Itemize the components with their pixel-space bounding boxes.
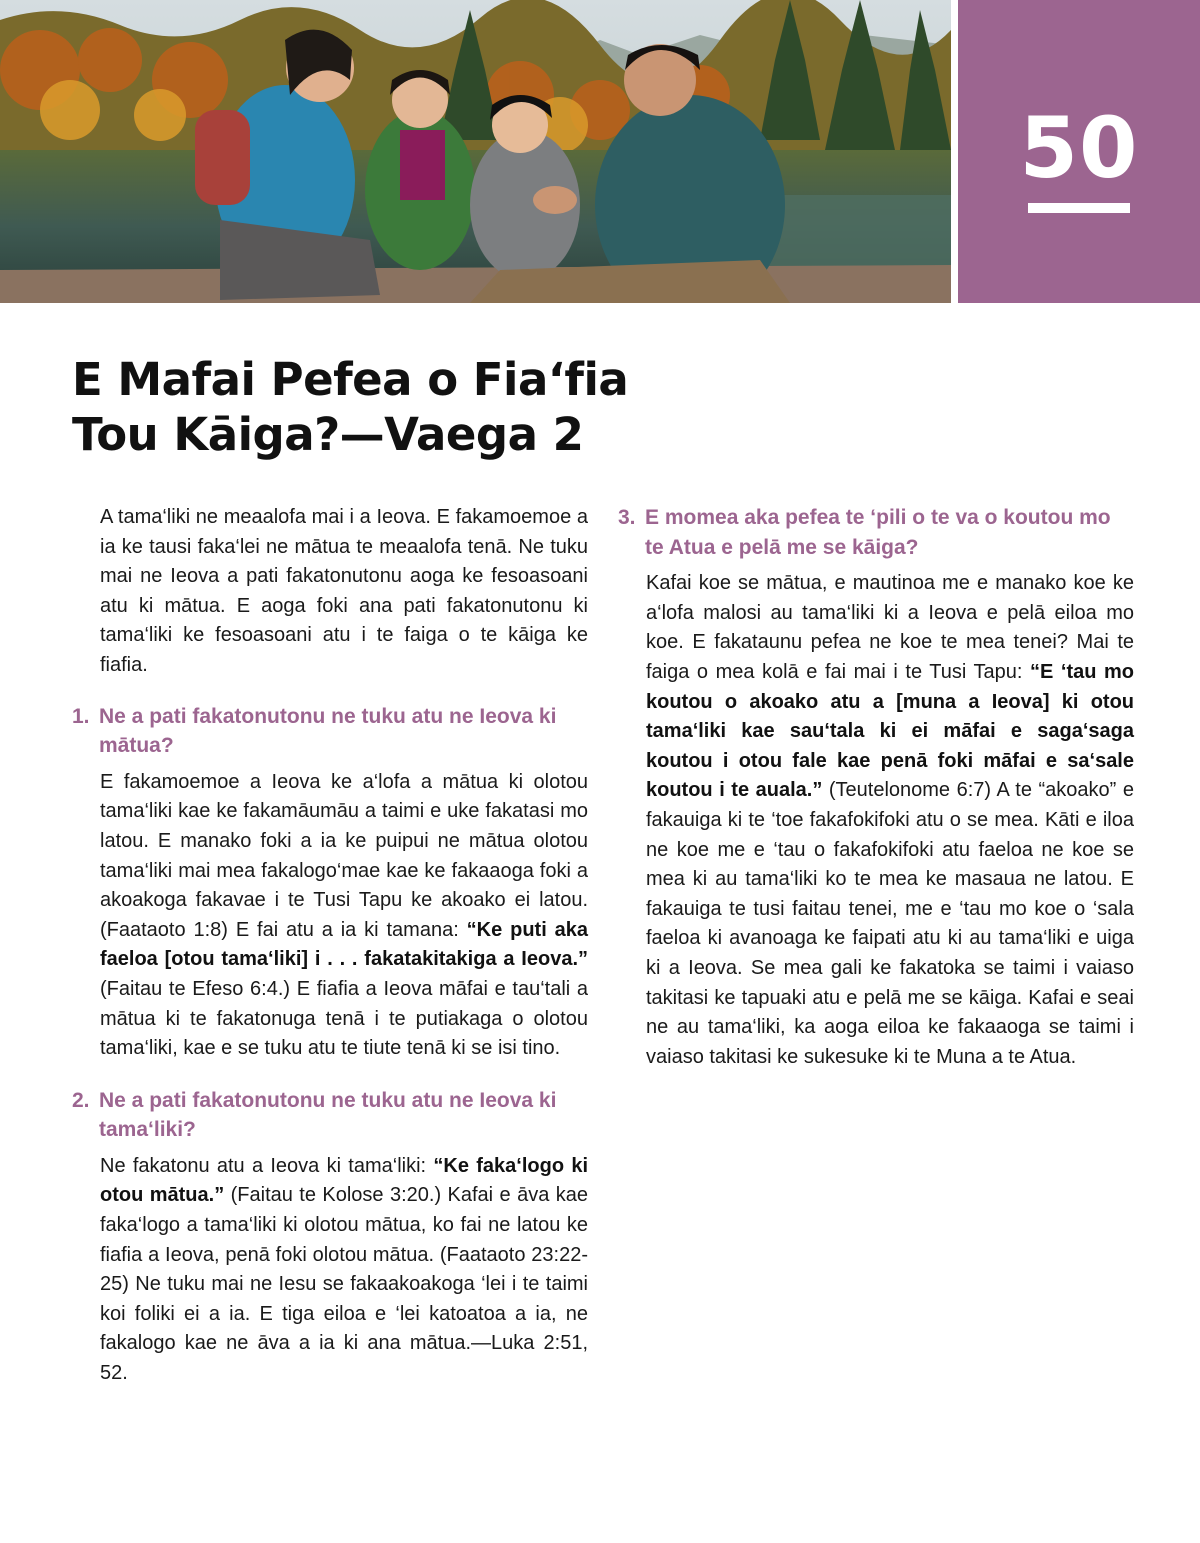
question-2-text: Ne a pati fakatonutonu ne tuku atu ne Ieova ki tama‘liki? xyxy=(99,1088,557,1142)
lesson-number-badge xyxy=(958,0,1200,303)
page-title-line-2: Tou Kāiga?—Vaega 2 xyxy=(72,408,584,461)
answer-1-text-b: (Faitau te Efeso 6:4.) E fiafia a Ieova māfai e tau‘tali a mātua ki te fakatonuga tenā i te putiakaga o olotou tama‘liki, kae e se tuku atu te tiute tenā ki se isi tino. xyxy=(100,977,588,1060)
question-3-number: 3. xyxy=(618,506,636,529)
question-3-text: E momea aka pefea te ‘pili o te va o koutou mo te Atua e pelā me se kāiga? xyxy=(645,506,1111,559)
intro-paragraph: A tama‘liki ne meaalofa mai i a Ieova. E fakamoemoe a ia ke tausi faka‘lei ne mātua te meaalofa tenā. Ne tuku mai ne Ieova a pati fakatonutonu aoga ke fesoasoani atu ki mātua. E aoga foki ana pati fakatonutonu ki tama‘liki ke fesoasoani atu i te faiga o te kāiga ke fiafia. xyxy=(100,506,588,676)
answer-3-text-a: Kafai koe se mātua, e mautinoa me e manako koe ke a‘lofa malosi au tama‘liki ki a Ieova e pelā eiloa mo koe. E fakataunu pefea ne koe te mea tenei? Mai te faiga o mea kolā e fai mai i te Tusi Tapu: xyxy=(646,572,1134,683)
badge-underline xyxy=(1028,203,1130,213)
answer-3-text-b: (Teutelonome 6:7) A te “akoako” e fakauiga ki te ‘toe fakafokifoki atu o se mea. Kāti e iloa ne koe me e ‘tau o fakafokifoki atu faeloa ne koe se mea ki au tama‘liki ko te mea ke masaua ne latou. E fakauiga te tusi faitau tenei, me e ‘tau mo koe o ‘sala faeloa ki avanoaga ke faipati atu ki au tama‘liki e uiga ki a Ieova. Se mea gali ke fakatoka se taimi i vaiaso takitasi ke tapuaki atu e pelā me se kāiga. Kafai e seai ne au tama‘liki, ka aoga eiloa ke fakaaoga se taimi i vaiaso takitasi ke sukesuke ki te Muna a te Atua. xyxy=(646,779,1134,1068)
question-1-text: Ne a pati fakatonutonu ne tuku atu ne Ieova ki mātua? xyxy=(99,704,557,758)
lesson-number: 50 xyxy=(1019,99,1139,197)
answer-3-scripture-quote: “E ‘tau mo koutou o akoako atu a [muna a Ieova] ki otou tama‘liki kae sau‘tala ki ei māfai e saga‘saga koutou i otou fale kae penā foki māfai e sa‘sale koutou i te auala.” xyxy=(646,660,1134,802)
question-3 xyxy=(618,503,1134,562)
header-photo xyxy=(0,0,951,303)
question-2 xyxy=(72,1086,588,1145)
family-lakeside-photo-icon xyxy=(0,0,951,303)
right-column xyxy=(618,503,1134,1072)
answer-1-scripture-quote: “Ke puti aka faeloa [otou tama‘liki] i . . . fakatakitakiga a Ieova.” xyxy=(100,918,589,971)
answer-2-paragraph xyxy=(72,1152,588,1389)
answer-1-paragraph xyxy=(72,768,588,1064)
answer-1-text-a: E fakamoemoe a Ieova ke a‘lofa a mātua ki olotou tama‘liki kae ke fakamāumāu a taimi e uke fakatasi mo latou. E manako foki a ia ke puipui ne mātua olotou tama‘liki mai mea fakalogo‘mae kae ke fakaaoga foki a akoakoga fakavae i te Tusi Tapu ke akoako ei latou. (Faataoto 1:8) E fai atu a ia ki tamana: xyxy=(100,770,588,941)
answer-3-paragraph xyxy=(618,569,1134,1072)
answer-2-text-a: Ne fakatonu atu a Ieova ki tama‘liki: xyxy=(100,1154,434,1177)
answer-2-scripture-quote: “Ke faka‘logo ki otou mātua.” xyxy=(100,1154,589,1207)
answer-2-text-b: (Faitau te Kolose 3:20.) Kafai e āva kae faka‘logo a tama‘liki ki olotou mātua, ko fai ne latou ke fiafia a Ieova, penā foki olotou mātua. (Faataoto 23:22-25) Ne tuku mai ne Iesu se fakaakoakoga ‘lei i te taimi koi foliki ei a ia. E tiga eiloa e ‘lei katoatoa a ia, ne fakalogo kae ne āva a ia ki ana mātua.—Luka 2:51, 52. xyxy=(100,1184,588,1385)
left-column xyxy=(72,503,588,1389)
question-1 xyxy=(72,702,588,761)
page-title xyxy=(72,352,692,462)
question-2-number: 2. xyxy=(72,1088,90,1112)
page-title-line-1: E Mafai Pefea o Fia‘fia xyxy=(72,353,629,406)
question-1-number: 1. xyxy=(72,704,90,728)
